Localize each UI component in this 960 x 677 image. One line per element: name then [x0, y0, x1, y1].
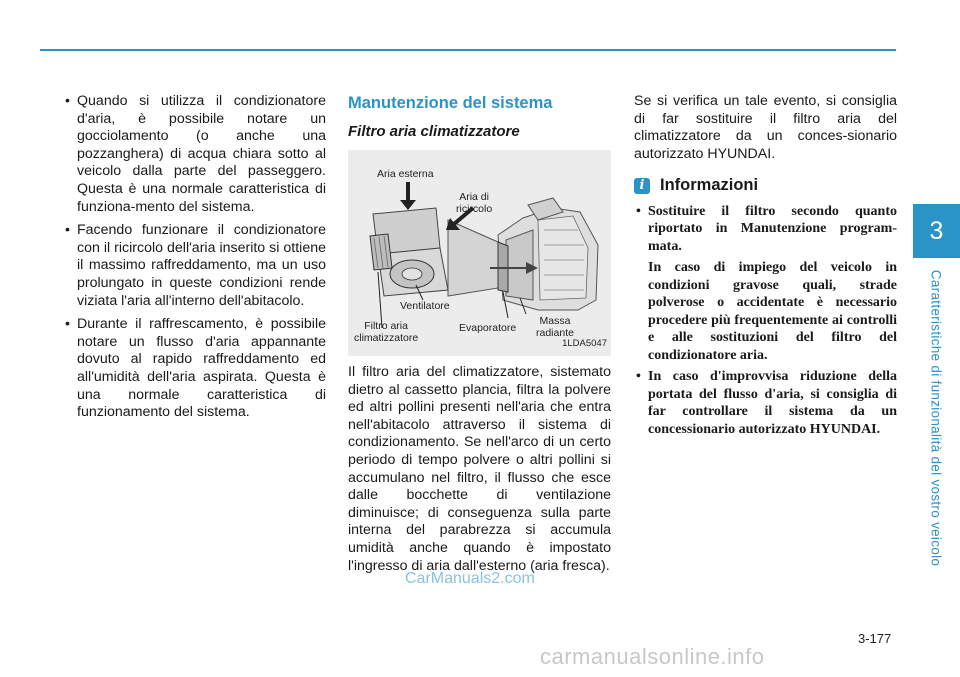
filter-diagram: [348, 150, 611, 356]
info-item-extra: In caso di impiego del veicolo in condizioni gravose quali, strade polverose o accidentate è necessario procedere più frequentemente ai controlli e alle sostituzioni del filtro del condizionatore aria.: [648, 260, 897, 363]
label-climate-filter-line2: climatizzatore: [354, 331, 419, 344]
info-header: [634, 177, 897, 195]
bullet-list: [62, 93, 326, 422]
info-item-text: • Sostituire il filtro secondo quanto riportato in Manutenzione program-mata.: [648, 203, 897, 254]
label-heater-core-line1: Massa: [539, 315, 571, 327]
info-item-text: • In caso d'improvvisa riduzione della portata del flusso d'aria, si consiglia di far controllare il sistema da un concessionario autorizzato HYUNDAI.: [648, 369, 897, 437]
chapter-title: Caratteristiche di funzionalità del vostro veicolo: [928, 269, 944, 567]
info-item: [634, 203, 897, 365]
label-blower: Ventilatore: [400, 300, 450, 312]
label-outside-air: Aria esterna: [377, 168, 434, 180]
list-item: • Facendo funzionare il condizionatore con il ricircolo dell'aria inserito si ottiene il massimo raffreddamento, ma un uso prolungato in queste condizioni rende viziata l'aria all'interno dell'abitacolo.: [62, 222, 326, 310]
label-climate-filter: [354, 321, 418, 344]
label-recirculated-air-line1: Aria di: [459, 191, 489, 203]
watermark-small: CarManuals2.com: [405, 570, 535, 587]
label-climate-filter-line1: Filtro aria: [364, 320, 408, 332]
label-recirculated-air: [456, 192, 492, 215]
chapter-tab: [913, 204, 960, 258]
watermark-large: carmanualsonline.info: [540, 644, 765, 669]
column-middle: [348, 93, 611, 575]
label-recirculated-air-line2: ricircolo: [456, 202, 493, 215]
info-list: [634, 203, 897, 439]
page-number: 3-177: [858, 631, 892, 646]
info-item: [634, 368, 897, 438]
label-evaporator: Evaporatore: [459, 322, 517, 334]
info-icon: i: [634, 178, 650, 194]
info-title: Informazioni: [660, 176, 759, 195]
figure-code: 1LDA5047: [562, 338, 607, 350]
subsection-title: Filtro aria climatizzatore: [348, 123, 520, 140]
intro-paragraph: Se si verifica un tale evento, si consiglia di far sostituire il filtro aria del climatizzatore da un conces-sionario autorizzato HYUNDAI.: [634, 93, 897, 162]
column-right: [634, 93, 897, 442]
chapter-number: 3: [929, 216, 944, 245]
list-item: • Quando si utilizza il condizionatore d'aria, è possibile notare un gocciolamento (o anche una pozzanghera) di acqua chiara sotto al veicolo dalla parte del passeggero. Questa è una normale caratteristica di funziona-mento del sistema.: [62, 93, 326, 216]
filter-paragraph: Il filtro aria del climatizzatore, sistemato dietro al cassetto plancia, filtra la polvere ed altri pollini presenti nell'aria che entra nell'abitacolo attraverso il sistema di condizionamento. Se nell'arco di un certo periodo di tempo polvere o altri pollini si accumulano nel filtro, il flusso che esce dalle bocchette di ventilazione diminuisce; di conseguenza sulla parte interna del parabrezza si accumula umidità anche quando è impostato l'ingresso di aria dall'esterno (aria fresca).: [348, 364, 611, 574]
top-rule: [40, 49, 896, 51]
section-title: Manutenzione del sistema: [348, 94, 553, 112]
label-heater-core-line2: radiante: [536, 326, 574, 339]
list-item: • Durante il raffrescamento, è possibile notare un flusso d'aria appannante dovuto al rapido raffreddamento ed all'umidità dell'aria aspirata. Questa è una normale caratteristica di funzionamento del sistema.: [62, 316, 326, 422]
column-left: [62, 93, 326, 428]
